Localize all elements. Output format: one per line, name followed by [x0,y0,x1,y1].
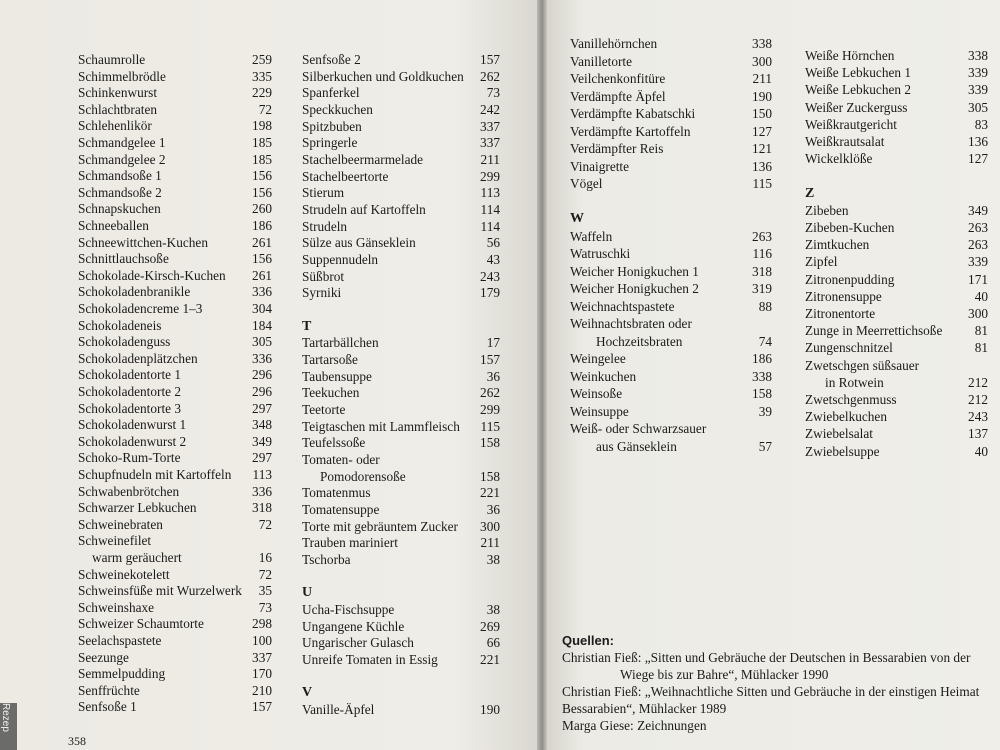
index-entry: Unreife Tomaten in Essig [302,652,438,668]
index-entry: Verdämpfte Kartoffeln [570,123,691,139]
index-entry: Weinsoße [570,386,623,401]
index-page-number: 261 [252,267,272,283]
index-page-number: 156 [252,184,272,200]
index-page-number: 297 [252,400,272,416]
index-entry: Waffeln [570,228,613,244]
index-page-number: 210 [252,682,272,698]
index-entry: Weiße Lebkuchen 1 [805,65,911,81]
index-entry: Sülze aus Gänseklein [302,235,416,251]
section-letter: Z [805,185,815,201]
index-entry: Weinsuppe [570,403,629,419]
index-entry: Tomatensuppe [302,502,380,518]
index-entry: Veilchenkonfitüre [570,71,666,86]
index-page-number: 221 [480,652,500,668]
index-page-number: 157 [480,352,500,368]
index-page-number: 156 [252,168,272,184]
index-entry: Schokoladencreme 1–3 [78,301,203,316]
index-entry: Senffrüchte [78,682,140,698]
index-page-number: 35 [258,583,272,599]
index-entry: Verdämpfte Kabatschki [570,106,696,121]
index-entry: Schokoladenguss [78,334,171,350]
index-entry: Schwabenbrötchen [78,483,180,499]
index-page-number: 299 [480,168,500,184]
index-entry: Pomodorensoße [320,468,406,484]
index-entry: warm geräuchert [92,550,182,565]
index-page-number: 113 [252,467,272,482]
index-entry: Schweinshaxe [78,599,155,615]
index-page-number: 304 [252,301,272,316]
index-entry: Zungenschnitzel [805,340,893,356]
index-entry: Trauben mariniert [302,535,398,551]
index-page-number: 297 [252,450,272,466]
index-page-number: 296 [252,367,272,383]
index-page-number: 263 [968,237,988,253]
index-page-number: 38 [486,552,500,568]
index-page-number: 260 [252,201,272,217]
index-page-number: 211 [480,152,500,168]
index-entry: Schokoladentorte 3 [78,400,182,416]
index-entry: Weingelee [570,351,626,366]
index-entry: Tartarsoße [302,352,358,368]
index-page-number: 127 [752,123,772,139]
index-entry: Wickelklöße [805,151,873,167]
index-entry: Süßbrot [302,268,345,284]
index-entry: Vanille-Äpfel [302,702,375,718]
index-page-number: 300 [752,53,772,69]
page-number: 358 [68,734,86,748]
index-page-number: 212 [968,374,988,390]
index-page-number: 83 [974,116,988,132]
index-entry: Schokoladentorte 2 [78,384,182,399]
index-page-number: 229 [252,85,272,101]
index-page-number: 185 [252,135,272,150]
index-page-number: 186 [752,351,772,366]
index-page-number: 318 [252,500,272,516]
index-page-number: 157 [480,52,500,67]
index-page-number: 211 [480,535,500,551]
index-entry: Schnittlauchsoße [78,251,169,267]
index-entry: Ucha-Fischsuppe [302,602,395,618]
index-entry: Semmelpudding [78,666,166,682]
index-entry: Teufelssoße [302,435,366,451]
index-entry: Zipfel [805,254,838,270]
index-page-number: 296 [252,384,272,399]
index-page-number: 305 [968,99,988,115]
right-page [547,0,1000,750]
index-page-number: 243 [480,268,500,284]
index-page-number: 335 [252,68,272,84]
index-page-number: 337 [480,135,500,151]
index-page-number: 81 [974,340,988,356]
index-page-number: 114 [480,202,500,218]
index-page-number: 127 [968,151,988,167]
index-entry: Schmandsoße 1 [78,168,162,184]
index-page-number: 74 [758,333,772,349]
index-entry: Strudeln auf Kartoffeln [302,202,426,218]
index-page-number: 158 [480,435,500,451]
index-entry: Senfsoße 2 [302,52,361,67]
index-entry: Schweinsfüße mit Wurzelwerk [78,583,242,599]
index-page-number: 72 [258,101,272,117]
index-entry: Vanillehörnchen [570,36,658,51]
index-entry: Zwetschgenmuss [805,392,897,407]
index-entry: Stachelbeermarmelade [302,152,424,168]
index-page-number: 171 [968,271,988,287]
index-entry: Stierum [302,185,345,201]
index-entry: Speckkuchen [302,102,373,117]
index-page-number: 263 [968,220,988,235]
index-entry: Schweinebraten [78,516,163,532]
index-entry: Torte mit gebräuntem Zucker [302,518,458,534]
index-entry: Weicher Honigkuchen 2 [570,281,699,296]
index-page-number: 262 [480,68,500,84]
index-entry: Seelachspastete [78,633,162,648]
index-entry: Spitzbuben [302,118,362,134]
index-entry: Schokoladentorte 1 [78,367,182,383]
index-entry: Tartarbällchen [302,335,379,351]
index-page-number: 36 [486,502,500,518]
index-page-number: 305 [252,334,272,350]
index-page-number: 212 [968,392,988,407]
index-page-number: 336 [252,284,272,300]
index-entry: Suppennudeln [302,252,379,268]
index-entry: Spanferkel [302,85,360,101]
index-entry: Senfsoße 1 [78,699,137,715]
index-page-number: 136 [968,134,988,149]
index-entry: Strudeln [302,218,348,234]
index-page-number: 158 [480,468,500,484]
index-entry: Seezunge [78,649,129,665]
index-page-number: 339 [968,254,988,270]
index-entry: Teetorte [302,402,346,418]
index-page-number: 16 [258,550,272,565]
index-entry: Schokoladenwurst 2 [78,433,187,449]
index-page-number: 72 [258,516,272,532]
index-page-number: 150 [752,106,772,121]
index-entry: Zitronensuppe [805,288,882,304]
index-page-number: 348 [252,417,272,433]
index-entry: Schweinefilet [78,533,152,549]
index-page-number: 158 [752,386,772,401]
index-entry: Schlachtbraten [78,101,158,117]
index-page-number: 299 [480,402,500,418]
index-entry: Zwiebelsalat [805,426,873,442]
index-page-number: 81 [974,323,988,339]
index-page-number: 73 [258,599,272,615]
index-page-number: 221 [480,485,500,501]
index-entry: Weiße Lebkuchen 2 [805,82,911,98]
index-page-number: 298 [252,616,272,632]
index-page-number: 114 [480,218,500,234]
index-page-number: 339 [968,82,988,98]
index-entry: Zitronenpudding [805,271,895,287]
index-entry: Tschorba [302,552,351,568]
index-entry: Hochzeitsbraten [596,333,683,349]
index-page-number: 17 [486,335,500,351]
index-page-number: 73 [486,85,500,101]
index-page-number: 66 [486,635,500,651]
index-entry: Zitronentorte [805,306,876,321]
index-page-number: 190 [480,702,500,718]
index-entry: Zwetschgen süßsauer [805,357,920,373]
index-page-number: 339 [968,65,988,81]
index-page-number: 190 [752,88,772,104]
index-page-number: 88 [758,298,772,314]
index-page-number: 300 [480,518,500,534]
index-page-number: 337 [480,118,500,134]
index-entry: Weißkrautgericht [805,116,897,132]
index-entry: Schupfnudeln mit Kartoffeln [78,467,232,482]
sources-line: Wiege bis zur Bahre“, Mühlacker 1990 [620,667,829,682]
sources-line: Marga Giese: Zeichnungen [562,718,707,733]
index-page-number: 43 [486,252,500,268]
index-entry: Zunge in Meerrettichsoße [805,323,943,339]
index-entry: Schaumrolle [78,52,146,67]
index-entry: Stachelbeertorte [302,168,389,184]
index-page-number: 40 [974,443,988,459]
index-entry: Tomaten- oder [302,452,380,468]
index-entry: Schokolade-Kirsch-Kuchen [78,267,226,283]
index-entry: Zibeben-Kuchen [805,220,895,235]
index-entry: Teigtaschen mit Lammfleisch [302,418,460,434]
index-entry: Taubensuppe [302,368,372,384]
index-page-number: 318 [752,263,772,279]
index-entry: Vanilletorte [570,53,633,69]
index-page-number: 337 [252,649,272,665]
index-entry: Springerle [302,135,358,151]
index-page-number: 170 [252,666,272,682]
book-spine [537,0,547,750]
index-entry: Schinkenwurst [78,85,158,101]
index-page-number: 259 [252,52,272,67]
index-entry: Weichnachtspastete [570,298,675,314]
index-entry: aus Gänseklein [596,438,677,454]
index-entry: Schwarzer Lebkuchen [78,500,197,516]
sources-block [562,632,992,734]
index-page-number: 300 [968,306,988,321]
index-entry: Vinaigrette [570,158,630,174]
index-page-number: 336 [252,350,272,366]
chapter-tab [0,703,17,750]
index-page-number: 211 [752,71,772,86]
index-page-number: 184 [252,317,272,333]
index-entry: Schokoladenwurst 1 [78,417,187,433]
index-entry: Weinkuchen [570,368,637,384]
index-entry: Weißer Zuckerguss [805,99,908,115]
index-page-number: 156 [252,251,272,267]
index-page-number: 100 [252,633,272,648]
index-entry: Ungangene Küchle [302,618,405,634]
index-entry: Verdämpfte Äpfel [570,88,666,104]
index-entry: Tomatenmus [302,485,371,501]
sources-line: Christian Fieß: „Sitten und Gebräuche der Deutschen in Bessarabien von der [562,650,971,665]
index-entry: Syrniki [302,285,342,301]
index-page-number: 269 [480,618,500,634]
sources-title: Quellen: [562,633,615,648]
index-page-number: 137 [968,426,988,442]
index-page-number: 261 [252,234,272,250]
index-page-number: 338 [752,368,772,384]
index-entry: Zwiebelsuppe [805,443,880,459]
index-page-number: 72 [258,566,272,582]
index-entry: Schokoladenbranikle [78,284,191,300]
index-page-number: 349 [252,433,272,449]
index-entry: Vögel [570,176,603,191]
index-page-number: 39 [758,403,772,419]
index-entry: Schimmelbrödle [78,68,166,84]
index-page-number: 185 [252,151,272,167]
index-page-number: 263 [752,228,772,244]
index-page-number: 338 [968,48,988,63]
index-entry: Schoko-Rum-Torte [78,450,181,466]
index-entry: Teekuchen [302,385,360,401]
index-entry: Schneewittchen-Kuchen [78,234,208,250]
index-entry: Zibeben [805,202,849,218]
index-page-number: 116 [752,246,772,261]
index-entry: Zimtkuchen [805,237,870,253]
index-entry: Ungarischer Gulasch [302,635,414,651]
index-entry: Zwiebelkuchen [805,409,887,425]
index-page-number: 38 [486,602,500,618]
index-page-number: 36 [486,368,500,384]
index-page-number: 40 [974,288,988,304]
chapter-tab-label: Rezep [0,703,11,732]
index-page-number: 121 [752,141,772,156]
index-page-number: 262 [480,385,500,401]
index-entry: Verdämpfter Reis [570,141,664,156]
index-entry: Schmandgelee 1 [78,135,166,150]
index-entry: Schnapskuchen [78,201,161,217]
index-page-number: 157 [252,699,272,715]
index-entry: Schokoladeneis [78,317,162,333]
index-entry: Weiß- oder Schwarzsauer [570,421,707,436]
index-entry: Watruschki [570,246,631,261]
index-entry: Schmandgelee 2 [78,151,166,167]
index-entry: Schweinekotelett [78,566,170,582]
index-page-number: 115 [480,418,500,434]
sources-line: Bessarabien“, Mühlacker 1989 [562,701,727,716]
index-page-number: 136 [752,158,772,174]
index-entry: Schokoladenplätzchen [78,350,198,366]
index-page-number: 186 [252,218,272,233]
index-page-number: 179 [480,285,500,301]
index-entry: in Rotwein [825,374,884,390]
index-page-number: 242 [480,102,500,117]
index-page-number: 243 [968,409,988,425]
index-entry: Weiße Hörnchen [805,48,895,63]
section-letter: W [570,211,584,226]
index-page-number: 56 [486,235,500,251]
index-page-number: 319 [752,281,772,296]
index-entry: Schweizer Schaumtorte [78,616,204,632]
index-entry: Schneeballen [78,218,149,233]
index-page-number: 349 [968,202,988,218]
section-letter: U [302,585,313,601]
index-entry: Silberkuchen und Goldkuchen [302,68,464,84]
index-entry: Weicher Honigkuchen 1 [570,263,699,279]
index-page-number: 338 [752,36,772,51]
section-letter: T [302,318,312,334]
index-page-number: 115 [752,176,772,191]
section-letter: V [302,685,313,701]
index-page-number: 57 [758,438,772,454]
index-entry: Schlehenlikör [78,118,152,134]
index-page-number: 198 [252,118,272,134]
index-entry: Schmandsoße 2 [78,184,162,200]
index-page-number: 113 [480,185,500,201]
sources-line: Christian Fieß: „Weihnachtliche Sitten und Gebräuche in der einstigen Heimat [562,684,980,699]
index-entry: Weißkrautsalat [805,134,885,149]
index-entry: Weihnachtsbraten oder [570,316,692,331]
index-page-number: 336 [252,483,272,499]
